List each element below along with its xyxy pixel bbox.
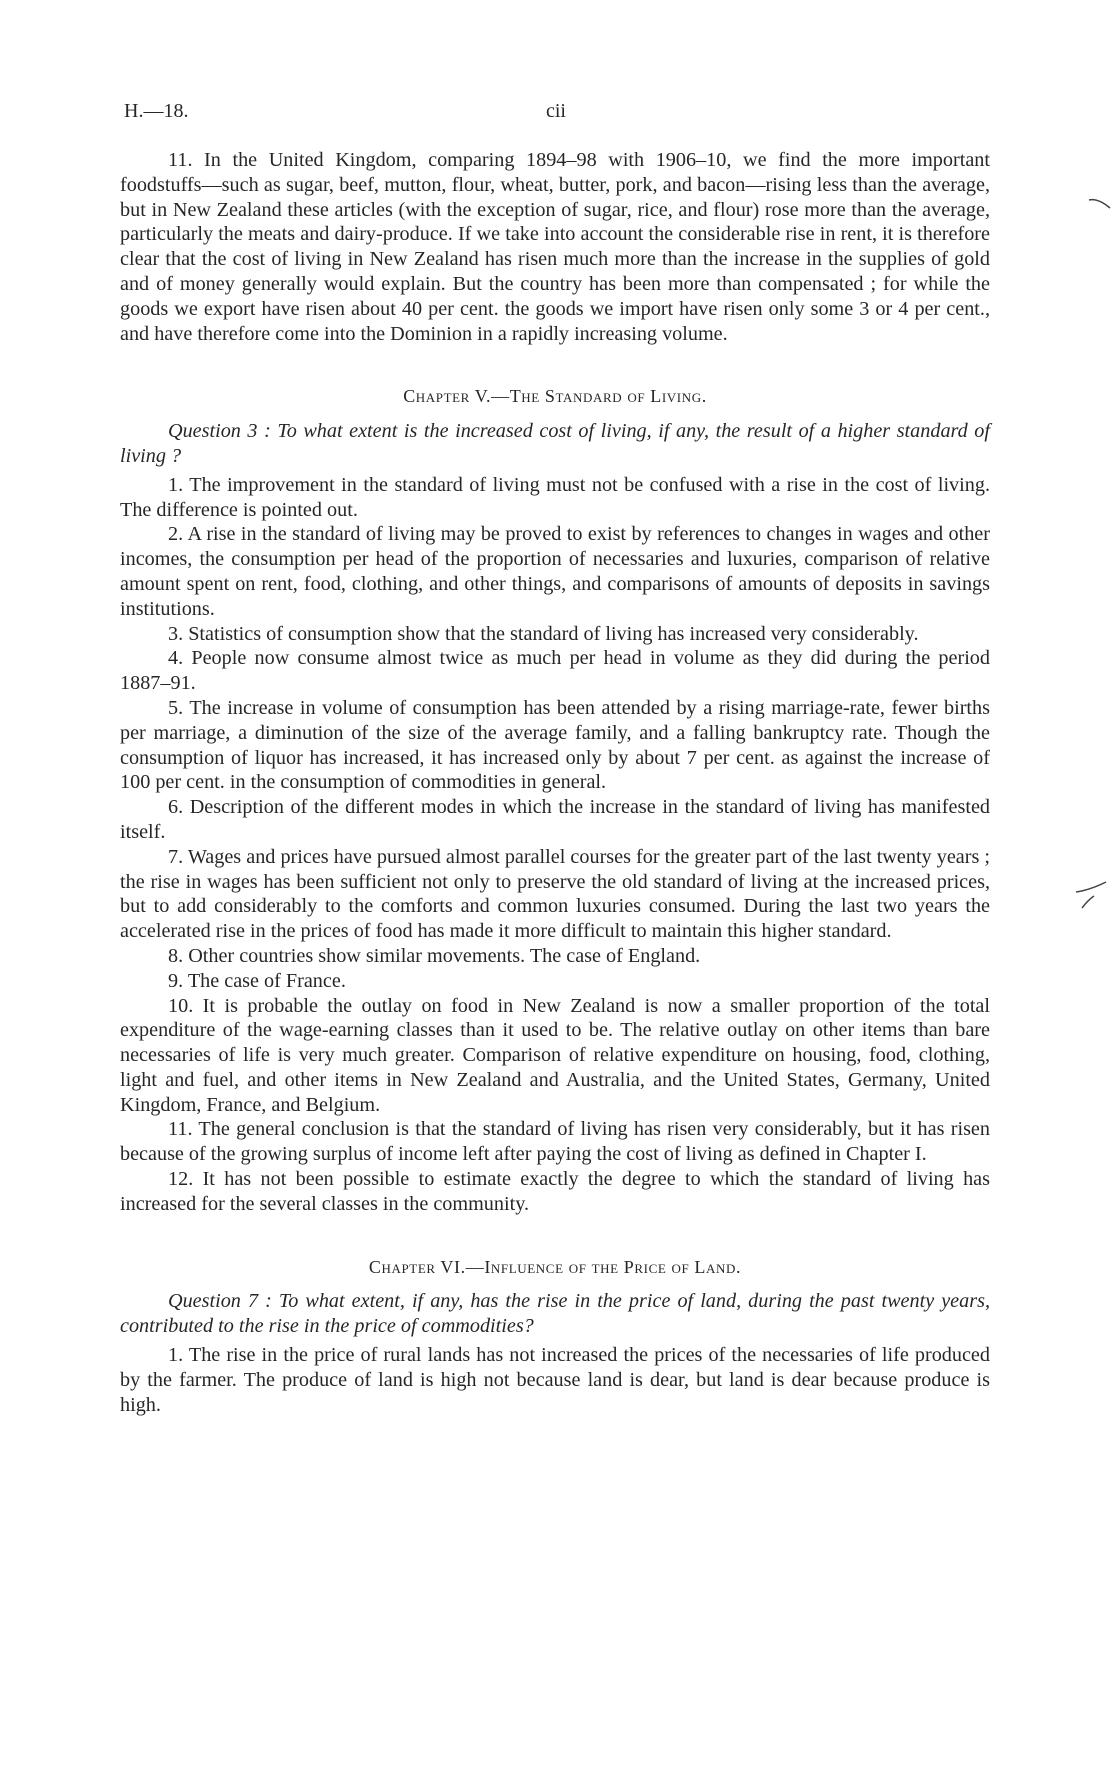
document-reference: H.—18. [124, 100, 189, 122]
chapter-6-heading: Chapter VI.—Influence of the Price of Land. [368, 1256, 742, 1277]
margin-scan-mark [1088, 196, 1112, 212]
page-body [120, 148, 990, 1417]
chapter-5-item: 4. People now consume almost twice as much per head in volume as they did during the period 1887–91. [120, 647, 990, 695]
chapter-5-item: 11. The general conclusion is that the standard of living has risen very considerably, but it has risen because of the growing surplus of income left after paying the cost of living as defined in Chapter I. [120, 1118, 990, 1166]
chapter-5-section [120, 384, 990, 1216]
chapter-6-section [120, 1255, 990, 1418]
chapter-5-item: 9. The case of France. [168, 969, 346, 992]
page-number: cii [546, 100, 566, 122]
chapter-5-item: 2. A rise in the standard of living may be proved to exist by references to changes in wages and other incomes, the consumption per head of the proportion of necessaries and luxuries, comparison of relative amount spent on rent, food, clothing, and other things, and comparisons of amounts of deposits in savings institutions. [120, 523, 990, 620]
chapter-6-question: Question 7 : To what extent, if any, has the rise in the price of land, during the past twenty years, contributed to the rise in the price of commodities? [120, 1290, 990, 1338]
chapter-5-item: 6. Description of the different modes in which the increase in the standard of living has manifested itself. [120, 796, 990, 843]
chapter-5-item: 5. The increase in volume of consumption has been attended by a rising marriage-rate, fewer births per marriage, a diminution of the size of the average family, and a falling bankruptcy rate. Though the consumption of liquor has increased, it has increased only by about 7 per cent. as against the increase of 100 per cent. in the consumption of commodities in general. [120, 696, 990, 794]
chapter-5-heading: Chapter V.—The Standard of Living. [403, 386, 707, 407]
chapter-5-item: 8. Other countries show similar movements. The case of England. [168, 944, 701, 967]
chapter-6-item: 1. The rise in the price of rural lands has not increased the prices of the necessaries of life produced by the farmer. The produce of land is high not because land is dear, but land is dear because produce is high. [120, 1344, 990, 1416]
chapter-5-item: 1. The improvement in the standard of living must not be confused with a rise in the cost of living. The difference is pointed out. [120, 473, 990, 521]
margin-scan-mark [1074, 880, 1108, 916]
chapter-5-item: 12. It has not been possible to estimate exactly the degree to which the standard of living has increased for the several classes in the community. [120, 1168, 990, 1215]
chapter-5-item: 10. It is probable the outlay on food in New Zealand is now a smaller proportion of the total expenditure of the wage-earning classes than it used to be. The relative outlay on other items than bare necessaries of life is very much greater. Comparison of relative expenditure on housing, food, clothing, light and fuel, and other items in New Zealand and Australia, and the United States, Germany, United Kingdom, France, and Belgium. [120, 994, 990, 1116]
page-header [124, 100, 990, 130]
chapter-5-item: 7. Wages and prices have pursued almost parallel courses for the greater part of the last twenty years ; the rise in wages has been sufficient not only to preserve the old standard of living at the increased prices, but to add considerably to the comforts and common luxuries consumed. During the last two years the accelerated rise in the prices of food has made it more difficult to maintain this higher standard. [120, 845, 990, 943]
chapter-5-question: Question 3 : To what extent is the increased cost of living, if any, the result of a higher standard of living ? [120, 420, 990, 467]
chapter-5-item: 3. Statistics of consumption show that the standard of living has increased very considerably. [168, 622, 919, 645]
intro-paragraph: 11. In the United Kingdom, comparing 1894–98 with 1906–10, we find the more important foodstuffs—such as sugar, beef, mutton, flour, wheat, butter, pork, and bacon—rising less than the average, but in New Zealand these articles (with the exception of sugar, rice, and flour) rose more than the average, particularly the meats and dairy-produce. If we take into account the considerable rise in rent, it is therefore clear that the cost of living in New Zealand has risen much more than the increase in the supplies of gold and of money generally would explain. But the country has been more than compensated ; for while the goods we export have risen about 40 per cent. the goods we import have risen only some 3 or 4 per cent., and have therefore come into the Dominion in a rapidly increasing volume. [120, 149, 990, 345]
